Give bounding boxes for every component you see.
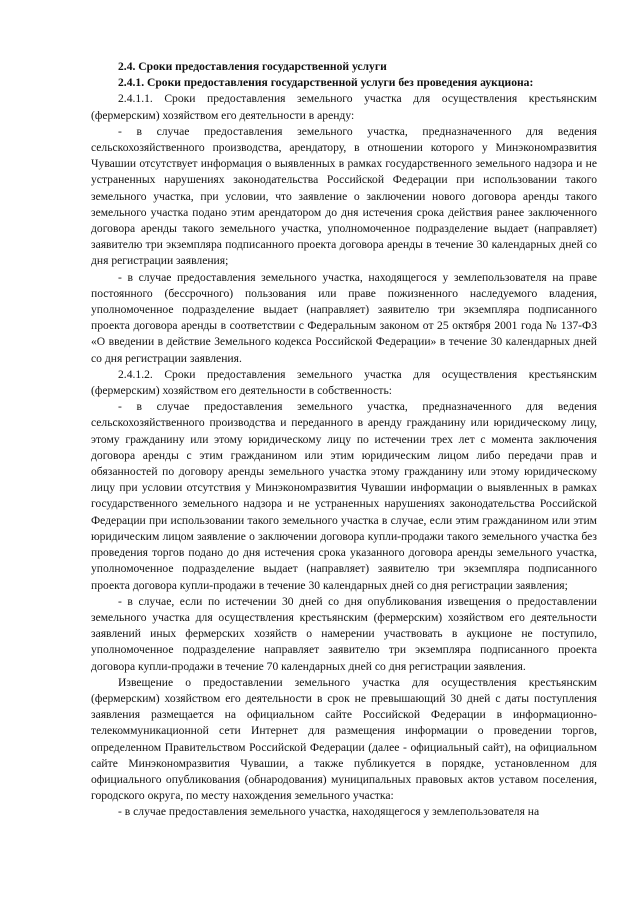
paragraph-last: - в случае предоставления земельного участка, находящегося у землепользователя на	[118, 805, 540, 819]
subsection-heading: 2.4.1. Сроки предоставления государственной услуги без проведения аукциона:	[118, 76, 534, 90]
paragraph-lease-case-2: - в случае предоставления земельного участка, находящегося у землепользователя на праве постоянного (бессрочного) пользования или праве пожизненного наследуемого владения, уполномоченное подразделение выдает (направляет) заявителю три экземпляра подписанного проекта договора аренды в соответствии с Федеральным законом от 25 октября 2001 года № 137-ФЗ «О введении в действие Земельного кодекса Российской Федерации» в течение 30 календарных дней со дня регистрации заявления.	[91, 270, 597, 365]
paragraph-notice: Извещение о предоставлении земельного участка для осуществления крестьянским (фермерским) хозяйством его деятельности в срок не превышающий 30 дней с даты поступления заявления размещается на официальном сайте Российской Федерации в информационно-телекоммуникационной сети Интернет для размещения информации о проведении торгов, определенном Правительством Российской Федерации (далее - официальный сайт), на официальном сайте Минэкономразвития Чувашии, а также публикуется в порядке, установленном для официального опубликования (обнародования) муниципальных правовых актов уставом поселения, городского округа, по месту нахождения земельного участка:	[91, 675, 597, 803]
paragraph-ownership-case-2: - в случае, если по истечении 30 дней со дня опубликования извещения о предоставлении земельного участка для осуществления крестьянским (фермерским) хозяйством его деятельности заявлений иных фермерских хозяйств о намерении участвовать в аукционе не поступило, уполномоченное подразделение направляет заявителю три экземпляра подписанного проекта договора купли-продажи в течение 70 календарных дней со дня регистрации заявления.	[91, 594, 597, 673]
paragraph-2-4-1-1: 2.4.1.1. Сроки предоставления земельного участка для осуществления крестьянским (фермерским) хозяйством его деятельности в аренду:	[91, 92, 597, 122]
paragraph-2-4-1-2: 2.4.1.2. Сроки предоставления земельного участка для осуществления крестьянским (фермерским) хозяйством его деятельности в собственность:	[91, 367, 597, 398]
section-heading: 2.4. Сроки предоставления государственной услуги	[118, 60, 387, 73]
paragraph-lease-case-1: - в случае предоставления земельного участка, предназначенного для ведения сельскохозяйственного производства, арендатору, в отношении которого у Минэкономразвития Чувашии отсутствует информация о выявленных в рамках государственного земельного надзора и не устраненных нарушениях законодательства Российской Федерации при использовании такого земельного участка, при условии, что заявление о заключении нового договора аренды такого земельного участка подано этим арендатором до дня истечения срока действия ранее заключенного договора аренды такого земельного участка, уполномоченное подразделение выдает (направляет) заявителю три экземпляра подписанного проекта договора аренды в течение 30 календарных дней со дня регистрации заявления;	[91, 124, 597, 268]
paragraph-ownership-case-1: - в случае предоставления земельного участка, предназначенного для ведения сельскохозяйственного производства и переданного в аренду гражданину или юридическому лицу, этому гражданину или этому юридическому лицу по истечении трех лет с момента заключения договора аренды с этим гражданином или этим юридическим лицом либо передачи прав и обязанностей по договору аренды земельного участка этому гражданину или этому юридическому лицу при условии отсутствия у Минэкономразвития Чувашии информации о выявленных в рамках государственного земельного надзора и не устраненных нарушениях законодательства Российской Федерации при использовании такого земельного участка в случае, если этим гражданином или этим юридическим лицом заявление о заключении договора купли-продажи такого земельного участка без проведения торгов подано до дня истечения срока указанного договора аренды земельного участка, уполномоченное подразделение выдает (направляет) заявителю три экземпляра подписанного проекта договора купли-продажи в течение 30 календарных дней со дня регистрации заявления;	[91, 400, 597, 592]
document-body	[91, 59, 597, 821]
